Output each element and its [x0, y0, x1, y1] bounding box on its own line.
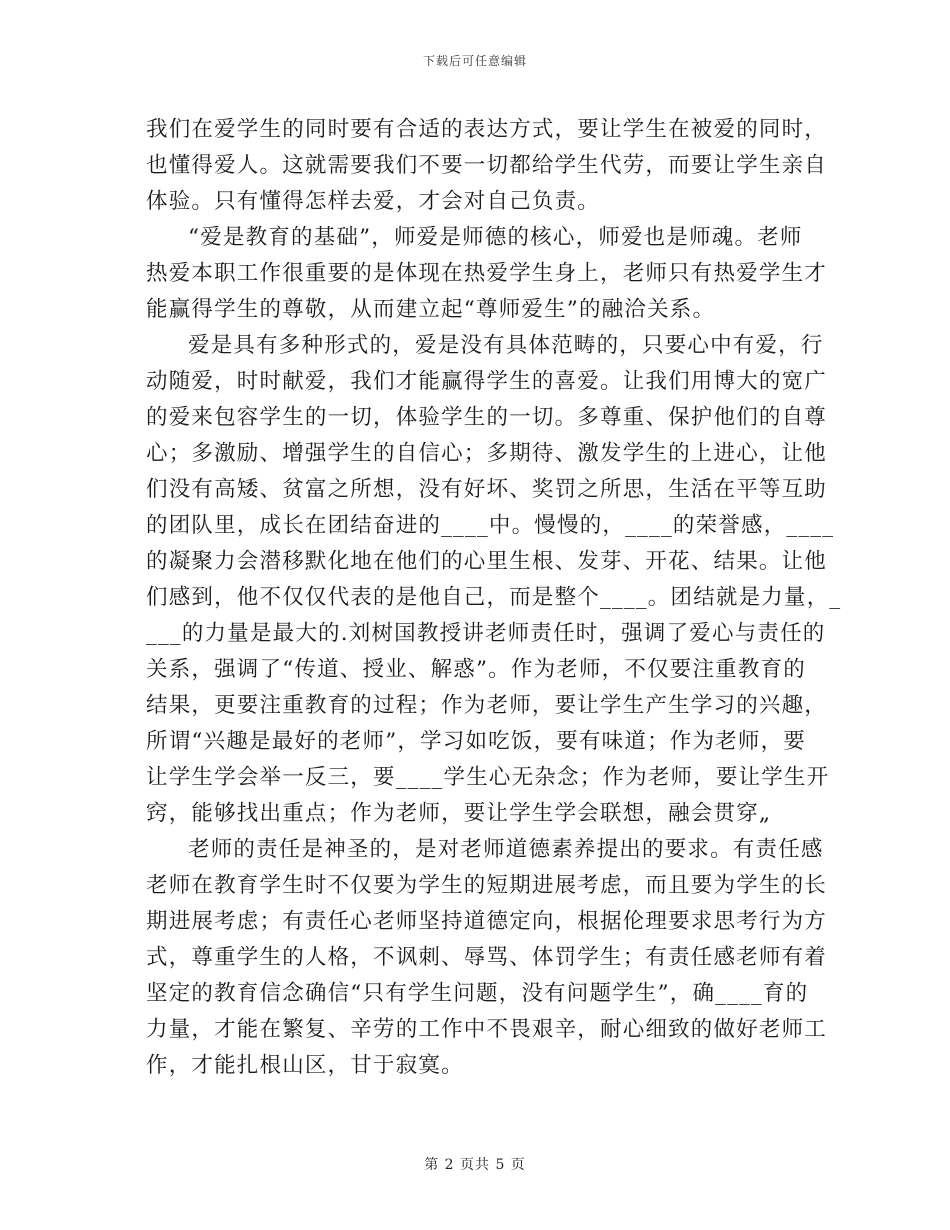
text-line: 式，尊重学生的人格，不讽刺、辱骂、体罚学生；有责任感老师有着 — [146, 945, 828, 970]
text-line: 关系，强调了“传道、授业、解惑”。作为老师，不仅要注重教育的 — [146, 657, 806, 682]
text-line: 热爱本职工作很重要的是体现在热爱学生身上，老师只有热爱学生才 — [146, 261, 828, 286]
page-number-footer: 第 2 页共 5 页 — [424, 1157, 526, 1173]
text-line: 让学生学会举一反三，要____学生心无杂念；作为老师，要让学生开 — [146, 765, 830, 790]
text-line: 们感到，他不仅仅代表的是他自己，而是整个____。团结就是力量，_ — [146, 585, 842, 610]
text-line: 体验。只有懂得怎样去爱，才会对自己负责。 — [146, 189, 601, 214]
text-line: 力量，才能在繁复、辛劳的工作中不畏艰辛，耐心细致的做好老师工 — [146, 1017, 828, 1042]
text-line: 们没有高矮、贫富之所想，没有好坏、奖罚之所思，生活在平等互助 — [146, 477, 828, 502]
text-line: 结果，更要注重教育的过程；作为老师，要让学生产生学习的兴趣， — [146, 693, 828, 718]
text-line: 的团队里，成长在团结奋进的____中。慢慢的，____的荣誉感，____ — [146, 513, 835, 538]
text-line: 能赢得学生的尊敬，从而建立起“尊师爱生”的融洽关系。 — [146, 297, 716, 322]
text-line: 窍，能够找出重点；作为老师，要让学生学会联想，融会贯穿„ — [146, 801, 772, 826]
text-line: 所谓“兴趣是最好的老师”，学习如吃饭，要有味道；作为老师，要 — [146, 729, 806, 754]
text-line: 期进展考虑；有责任心老师坚持道德定向，根据伦理要求思考行为方 — [146, 909, 828, 934]
text-line: ___的力量是最大的.刘树国教授讲老师责任时，强调了爱心与责任的 — [146, 621, 826, 646]
text-line: 动随爱，时时献爱，我们才能赢得学生的喜爱。让我们用博大的宽广 — [146, 369, 828, 394]
paragraph-first-line: 爱是具有多种形式的，爱是没有具体范畴的，只要心中有爱，行 — [188, 333, 824, 358]
text-line: 坚定的教育信念确信“只有学生问题，没有问题学生”，确____育的 — [146, 981, 809, 1006]
page-header: 下载后可任意编辑 — [422, 54, 527, 68]
paragraph-first-line: 老师的责任是神圣的，是对老师道德素养提出的要求。有责任感 — [188, 837, 824, 862]
text-line: 的凝聚力会潜移默化地在他们的心里生根、发芽、开花、结果。让他 — [146, 549, 828, 574]
document-body — [146, 112, 842, 1084]
text-line: 也懂得爱人。这就需要我们不要一切都给学生代劳，而要让学生亲自 — [146, 153, 828, 178]
text-line: 的爱来包容学生的一切，体验学生的一切。多尊重、保护他们的自尊 — [146, 405, 828, 430]
text-line: 心；多激励、增强学生的自信心；多期待、激发学生的上进心，让他 — [146, 441, 828, 466]
text-line: 老师在教育学生时不仅要为学生的短期进展考虑，而且要为学生的长 — [146, 873, 828, 898]
paragraph-first-line: “爱是教育的基础”，师爱是师德的核心，师爱也是师魂。老师 — [188, 225, 803, 250]
text-line: 我们在爱学生的同时要有合适的表达方式，要让学生在被爱的同时， — [146, 117, 828, 142]
text-line: 作，才能扎根山区，甘于寂寞。 — [146, 1053, 464, 1078]
